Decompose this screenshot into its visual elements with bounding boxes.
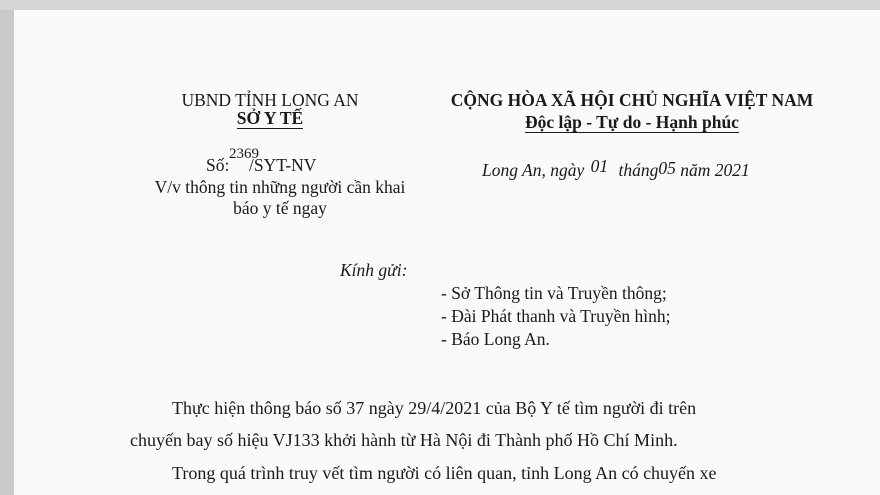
national-motto-text: Độc lập - Tự do - Hạnh phúc bbox=[525, 112, 739, 132]
recipient-item-2: - Đài Phát thanh và Truyền hình; bbox=[441, 306, 671, 326]
subject-line-1: V/v thông tin những người cần khai bbox=[154, 177, 406, 197]
paragraph-1-line-1: Thực hiện thông báo số 37 ngày 29/4/2021 của Bộ Y tế tìm người đi trên bbox=[172, 398, 697, 418]
doc-number-handwritten: 2369 bbox=[229, 146, 259, 162]
date-year-label: năm bbox=[680, 160, 711, 180]
recipients-label: Kính gửi: bbox=[340, 260, 408, 280]
department-name bbox=[150, 108, 390, 128]
national-motto bbox=[432, 112, 832, 132]
scan-left-edge bbox=[0, 10, 14, 495]
doc-number-label: Số: bbox=[206, 155, 230, 175]
nation-title: CỘNG HÒA XÃ HỘI CHỦ NGHĨA VIỆT NAM bbox=[450, 90, 814, 110]
date-prefix: Long An, ngày bbox=[482, 160, 585, 180]
doc-number-suffix: /SYT-NV bbox=[249, 155, 317, 175]
department-name-text: SỞ Y TẾ bbox=[236, 108, 304, 128]
paragraph-2-line-1: Trong quá trình truy vết tìm người có liên quan, tỉnh Long An có chuyến xe bbox=[172, 463, 717, 483]
agency-name: UBND TỈNH LONG AN bbox=[181, 90, 359, 110]
date-month-label: tháng bbox=[618, 160, 659, 180]
date-day: 01 bbox=[590, 156, 609, 176]
date-month: 05 bbox=[658, 158, 676, 178]
date-year: 2021 bbox=[714, 160, 750, 180]
recipient-item-3: - Báo Long An. bbox=[441, 329, 550, 349]
paragraph-1-line-2: chuyến bay số hiệu VJ133 khởi hành từ Hà Nội đi Thành phố Hồ Chí Minh. bbox=[130, 430, 678, 450]
date-line bbox=[482, 156, 750, 180]
subject-line-2: báo y tế ngay bbox=[233, 198, 327, 218]
recipient-item-1: - Sở Thông tin và Truyền thông; bbox=[441, 283, 667, 303]
scan-top-band bbox=[0, 0, 880, 10]
